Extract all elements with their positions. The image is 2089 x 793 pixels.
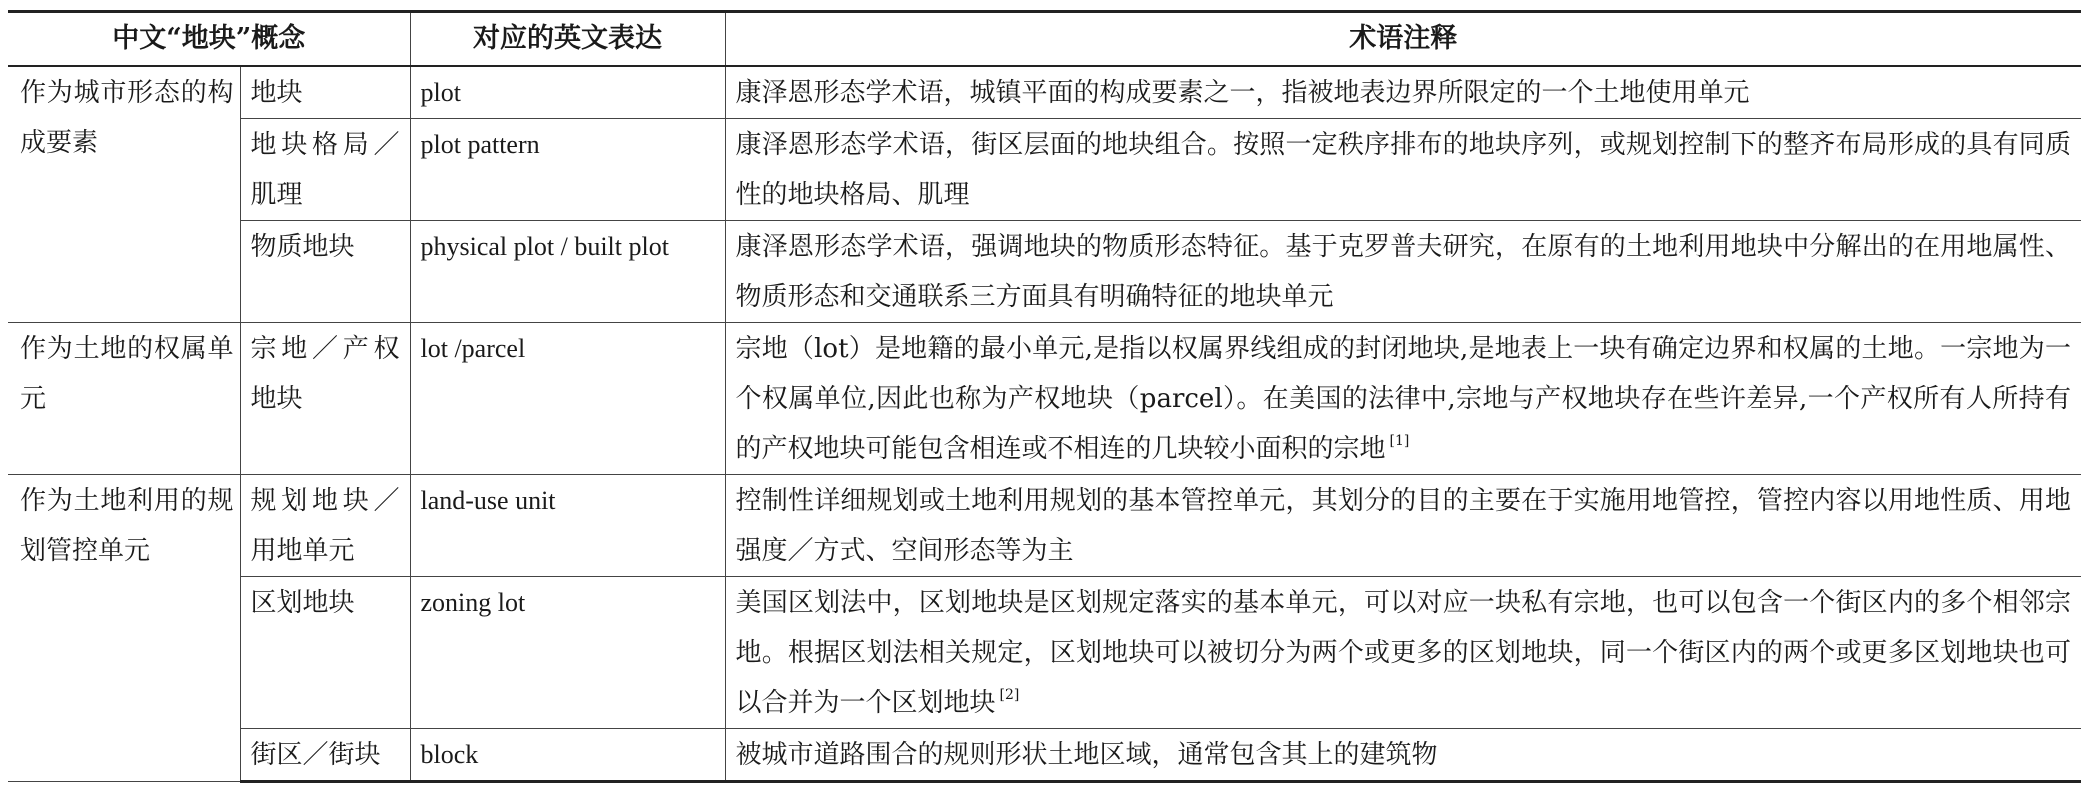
note-cell: 康泽恩形态学术语，强调地块的物质形态特征。基于克罗普夫研究，在原有的土地利用地块中分解出的在用地属性、物质形态和交通联系三方面具有明确特征的地块单元 (725, 221, 2081, 323)
english-cell: plot (410, 66, 725, 119)
table-row (8, 119, 2081, 221)
table-row (8, 323, 2081, 475)
english-cell: lot /parcel (410, 323, 725, 475)
terminology-table (8, 10, 2081, 783)
term-cell: 地块格局／肌理 (240, 119, 410, 221)
table-row (8, 577, 2081, 729)
category-cell: 作为土地利用的规划管控单元 (8, 475, 240, 782)
reference-marker: [1] (1389, 433, 1410, 449)
term-cell: 地块 (240, 66, 410, 119)
table-row (8, 729, 2081, 782)
terminology-table-container (8, 10, 2081, 783)
term-cell: 街区／街块 (240, 729, 410, 782)
note-cell: 被城市道路围合的规则形状土地区域，通常包含其上的建筑物 (725, 729, 2081, 782)
note-text: 宗地（lot）是地籍的最小单元,是指以权属界线组成的封闭地块,是地表上一块有确定边界和权属的土地。一宗地为一个权属单位,因此也称为产权地块（parcel）。在美国的法律中,宗地与产权地块存在些许差异,一个产权所有人所持有的产权地块可能包含相连或不相连的几块较小面积的宗地 (735, 334, 2071, 464)
note-cell: 控制性详细规划或土地利用规划的基本管控单元，其划分的目的主要在于实施用地管控，管控内容以用地性质、用地强度／方式、空间形态等为主 (725, 475, 2081, 577)
note-cell (725, 577, 2081, 729)
header-concept: 中文“地块”概念 (8, 12, 410, 67)
header-row (8, 12, 2081, 67)
category-cell: 作为城市形态的构成要素 (8, 66, 240, 323)
term-cell: 区划地块 (240, 577, 410, 729)
english-cell: plot pattern (410, 119, 725, 221)
term-cell: 宗地／产权地块 (240, 323, 410, 475)
term-cell: 物质地块 (240, 221, 410, 323)
reference-marker: [2] (999, 687, 1020, 703)
table-row (8, 221, 2081, 323)
english-cell: zoning lot (410, 577, 725, 729)
term-cell: 规划地块／用地单元 (240, 475, 410, 577)
english-cell: land-use unit (410, 475, 725, 577)
header-notes: 术语注释 (725, 12, 2081, 67)
note-cell: 康泽恩形态学术语，街区层面的地块组合。按照一定秩序排布的地块序列，或规划控制下的整齐布局形成的具有同质性的地块格局、肌理 (725, 119, 2081, 221)
english-cell: block (410, 729, 725, 782)
category-cell: 作为土地的权属单元 (8, 323, 240, 475)
note-cell: 康泽恩形态学术语，城镇平面的构成要素之一，指被地表边界所限定的一个土地使用单元 (725, 66, 2081, 119)
note-text: 美国区划法中，区划地块是区划规定落实的基本单元，可以对应一块私有宗地，也可以包含一个街区内的多个相邻宗地。根据区划法相关规定，区划地块可以被切分为两个或更多的区划地块，同一个街区内的两个或更多区划地块也可以合并为一个区划地块 (735, 588, 2071, 718)
header-english: 对应的英文表达 (410, 12, 725, 67)
table-row (8, 66, 2081, 119)
table-row (8, 475, 2081, 577)
english-cell: physical plot / built plot (410, 221, 725, 323)
note-cell (725, 323, 2081, 475)
